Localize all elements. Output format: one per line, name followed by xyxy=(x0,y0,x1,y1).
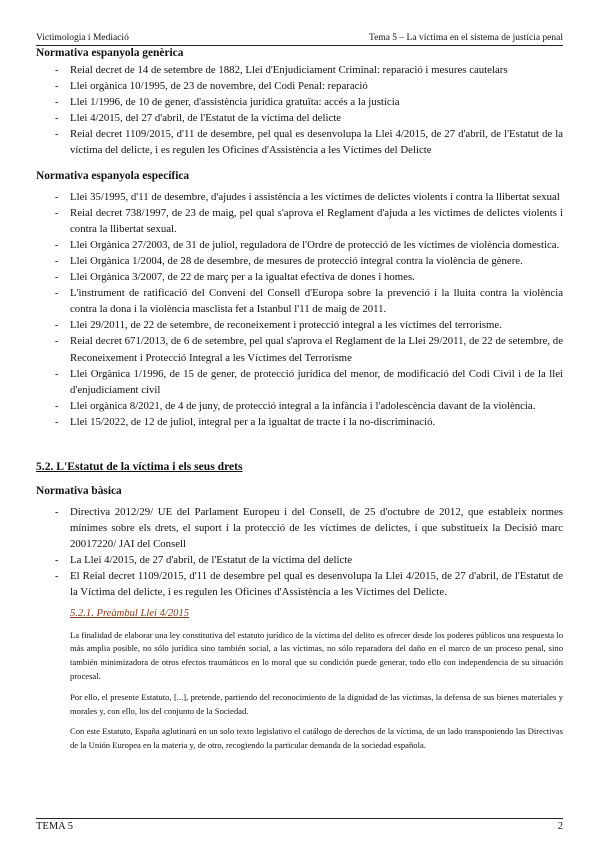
list-item: - Llei 29/2011, de 22 de setembre, de reconeixement i protecció integral a les víctimes del terrorisme. xyxy=(36,317,563,333)
section-heading-basica: Normativa bàsica xyxy=(36,484,122,497)
list-especifica xyxy=(36,189,563,430)
quote-paragraph: La finalidad de elaborar una ley constitutiva del estatuto jurídico de la víctima del delito es ofrecer desde los poderes públicos una respuesta lo más amplia posible, no sólo jurídica sino también social, a las víctimas, no sólo reparadora del daño en el marco de un proceso penal, sino también minimizadora de otros efectos traumáticos en lo moral que su condición puede generar, todo ello con independencia de su situación procesal. xyxy=(70,629,563,681)
list-item: - Llei 4/2015, del 27 d'abril, de l'Estatut de la víctima del delicte xyxy=(36,110,563,126)
list-item: - El Reial decret 1109/2015, d'11 de desembre pel qual es desenvolupa la Llei 4/2015, de 27 d'abril, de l'Estatut de la Víctima del delicte, i es regulen les Oficines d'Assistència a les Víctimes del Delicte. xyxy=(36,568,563,600)
list-basica xyxy=(36,504,563,601)
footer-topic: TEMA 5 xyxy=(36,821,74,832)
section-title-5-2: 5.2. L'Estatut de la víctima i els seus drets xyxy=(36,459,243,473)
page-footer xyxy=(36,818,563,833)
list-item: - La Llei 4/2015, de 27 d'abril, de l'Estatut de la víctima del delicte xyxy=(36,552,563,568)
subsection-heading-preambul: 5.2.1. Preàmbul Llei 4/2015 xyxy=(70,607,190,619)
header-course-title: Victimologia i Mediació xyxy=(36,33,129,43)
list-item: - Llei 1/1996, de 10 de gener, d'assistència jurídica gratuïta: accés a la justícia xyxy=(36,94,563,110)
list-item: - Reial decret 738/1997, de 23 de maig, pel qual s'aprova el Reglament d'ajuda a les víctimes de delictes violents i contra la llibertat sexual. xyxy=(36,205,563,237)
list-item: - Llei 15/2022, de 12 de juliol, integral per a la igualtat de tracte i la no-discriminació. xyxy=(36,414,563,430)
page-number: 2 xyxy=(557,821,563,832)
quote-paragraph: Con este Estatuto, España aglutinará en un solo texto legislativo el catálogo de derechos de la víctima, de un lado transponiendo las Directivas de la Unión Europea en la materia y, de otro, recogiendo la particular demanda de la sociedad española. xyxy=(70,726,563,751)
page-header xyxy=(36,33,563,46)
header-chapter-title: Tema 5 – La víctima en el sistema de justícia penal xyxy=(368,33,563,43)
list-item: - Llei orgànica 8/2021, de 4 de juny, de protecció integral a la infància i l'adolescència davant de la violència. xyxy=(36,398,563,414)
section-heading-generica: Normativa espanyola genèrica xyxy=(36,47,184,59)
section-heading-especifica: Normativa espanyola específica xyxy=(36,169,190,182)
list-item: - Llei Orgànica 27/2003, de 31 de juliol, reguladora de l'Ordre de protecció de les víctimes de violència domestica. xyxy=(36,237,563,253)
list-item: - Llei Orgànica 1/2004, de 28 de desembre, de mesures de protecció integral contra la violència de gènere. xyxy=(36,253,563,269)
list-item: - Reial decret de 14 de setembre de 1882, Llei d'Enjudiciament Criminal: reparació i mesures cautelars xyxy=(36,62,563,78)
quote-paragraph: Por ello, el presente Estatuto, [...], pretende, partiendo del reconocimiento de la dignidad de las víctimas, la defensa de sus bienes materiales y morales y, con ello, los del conjunto de la Sociedad. xyxy=(70,691,563,716)
list-item: - Llei orgànica 10/1995, de 23 de novembre, del Codi Penal: reparació xyxy=(36,78,563,94)
page-content xyxy=(36,46,563,753)
list-item: - Llei Orgànica 3/2007, de 22 de març per a la igualtat efectiva de dones i homes. xyxy=(36,269,563,285)
list-item: - Directiva 2012/29/ UE del Parlament Europeu i del Consell, de 25 d'octubre de 2012, que estableix normes mínimes sobre els drets, el suport i la protecció de les víctimes de delictes, i que substitueix la Decisió marc 20017220/ JAI del Consell xyxy=(36,504,563,552)
list-item: - Reial decret 1109/2015, d'11 de desembre, pel qual es desenvolupa la Llei 4/2015, de 27 d'abril, de l'Estatut de la víctima del delicte, i es regulen les Oficines d'Assistència a les Víctimes del Delicte xyxy=(36,126,563,158)
list-item: - Reial decret 671/2013, de 6 de setembre, pel qual s'aprova el Reglament de la Llei 29/2011, de 22 de setembre, de Reconeixement i Protecció Integral a les Víctimes del Terrorisme xyxy=(36,333,563,365)
list-item: - L'instrument de ratificació del Conveni del Consell d'Europa sobre la prevenció i la lluita contra la violència contra la dona i la violència masclista fet a Istanbul l'11 de maig de 2011. xyxy=(36,285,563,317)
list-item: - Llei Orgànica 1/1996, de 15 de gener, de protecció jurídica del menor, de modificació del Codi Civil i de la llei d'enjudiciament civil xyxy=(36,366,563,398)
list-item: - Llei 35/1995, d'11 de desembre, d'ajudes i assistència a les víctimes de delictes violents i contra la llibertat sexual xyxy=(36,189,563,205)
list-generica xyxy=(36,62,563,159)
preamble-quote xyxy=(70,629,563,753)
